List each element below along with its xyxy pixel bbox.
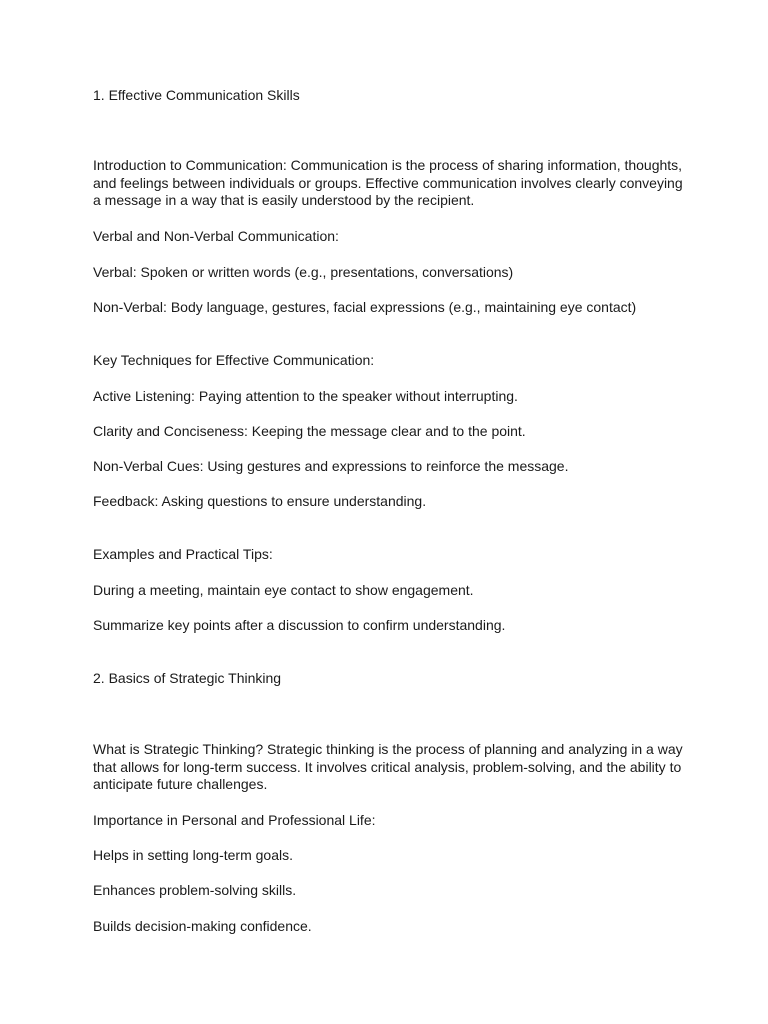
section-1-intro-paragraph: Introduction to Communication: Communication is the process of sharing information, thoughts, and feelings between individuals or groups. Effective communication involves clearly conveying a message in a way that is easily understood by the recipient.: [93, 157, 683, 209]
technique-item: Clarity and Conciseness: Keeping the message clear and to the point.: [93, 423, 526, 439]
importance-item: Builds decision-making confidence.: [93, 918, 312, 934]
tip-item: During a meeting, maintain eye contact to show engagement.: [93, 582, 474, 598]
section-2-heading: 2. Basics of Strategic Thinking: [93, 670, 282, 686]
importance-heading: Importance in Personal and Professional Life:: [93, 812, 376, 828]
technique-item: Non-Verbal Cues: Using gestures and expressions to reinforce the message.: [93, 458, 569, 474]
importance-item: Enhances problem-solving skills.: [93, 882, 297, 898]
technique-item: Active Listening: Paying attention to the speaker without interrupting.: [93, 388, 518, 404]
verbal-item: Verbal: Spoken or written words (e.g., presentations, conversations): [93, 264, 514, 280]
section-1-heading: 1. Effective Communication Skills: [93, 87, 300, 103]
nonverbal-item: Non-Verbal: Body language, gestures, facial expressions (e.g., maintaining eye contact): [93, 299, 637, 315]
technique-item: Feedback: Asking questions to ensure understanding.: [93, 493, 427, 509]
importance-item: Helps in setting long-term goals.: [93, 847, 293, 863]
section-2-intro-paragraph: What is Strategic Thinking? Strategic thinking is the process of planning and analyzing in a way that allows for long-term success. It involves critical analysis, problem-solving, and the ability to anticipate future challenges.: [93, 741, 683, 793]
tips-heading: Examples and Practical Tips:: [93, 546, 273, 562]
techniques-heading: Key Techniques for Effective Communication:: [93, 352, 375, 368]
tip-item: Summarize key points after a discussion to confirm understanding.: [93, 617, 506, 633]
verbal-nonverbal-heading: Verbal and Non-Verbal Communication:: [93, 228, 339, 244]
